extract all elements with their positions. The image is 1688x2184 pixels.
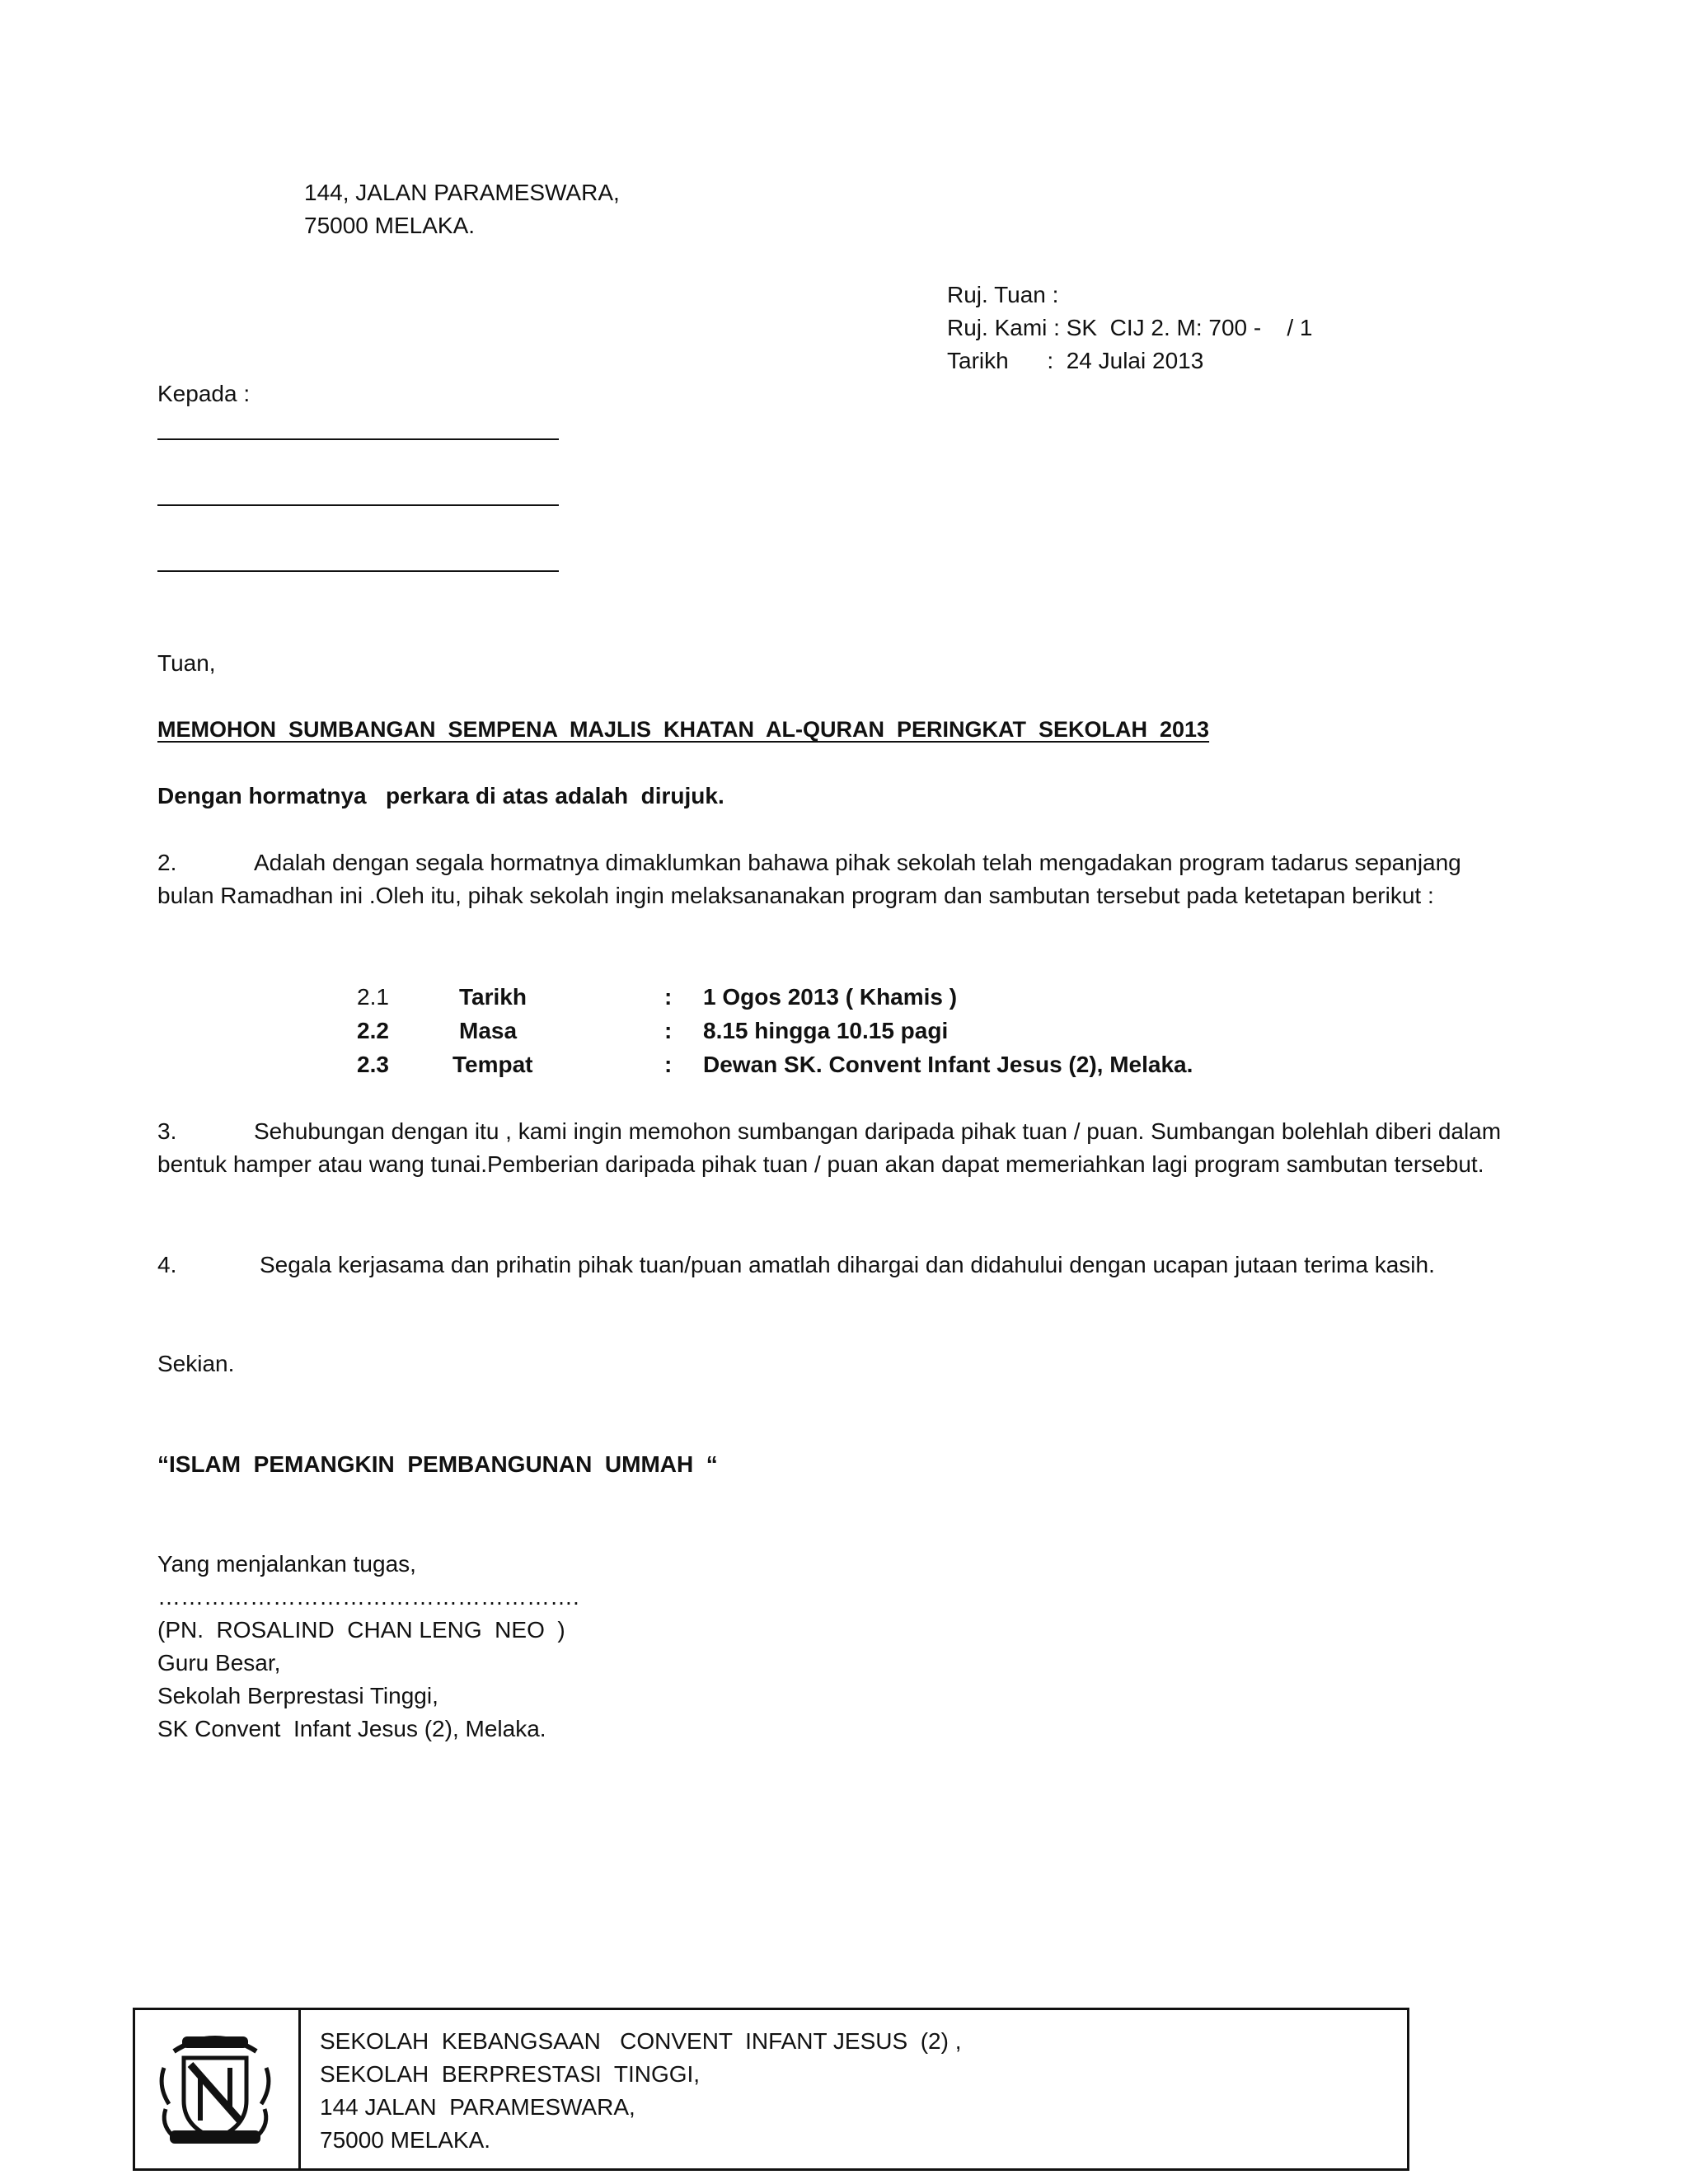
para4-text: Segala kerjasama dan prihatin pihak tuan/puan amatlah dihargai dan didahului dengan ucapan jutaan terima kasih.	[260, 1252, 1435, 1277]
detail-2-value: 8.15 hingga 10.15 pagi	[703, 1018, 949, 1043]
ref-tarikh: Tarikh : 24 Julai 2013	[947, 348, 1204, 373]
para3-text: Sehubungan dengan itu , kami ingin memohon sumbangan daripada pihak tuan / puan. Sumbangan bolehlah diberi dalam bentuk hamper atau wang tunai.Pemberian daripada pihak tuan / puan akan dapat memeriahkan lagi program sambutan tersebut.	[157, 1118, 1502, 1177]
detail-3-label: Tempat	[452, 1052, 533, 1077]
detail-1-colon: :	[664, 984, 673, 1010]
recipient-line-1	[157, 438, 559, 440]
recipient-label: Kepada :	[157, 381, 251, 406]
intro: Dengan hormatnya perkara di atas adalah dirujuk.	[157, 783, 724, 808]
signature-school-name: SK Convent Infant Jesus (2), Melaka.	[157, 1716, 546, 1741]
signature-line-1: Yang menjalankan tugas,	[157, 1551, 416, 1577]
para3-number: 3.	[157, 1118, 177, 1144]
detail-3-colon: :	[664, 1052, 673, 1077]
detail-2-colon: :	[664, 1018, 673, 1043]
sender-address-line-2: 75000 MELAKA.	[304, 213, 476, 238]
signature-dots: ……………………………………………….	[157, 1584, 579, 1610]
detail-1-label: Tarikh	[459, 984, 527, 1010]
detail-3-value: Dewan SK. Convent Infant Jesus (2), Melaka.	[703, 1052, 1193, 1077]
footer-divider	[298, 2010, 301, 2168]
detail-2-label: Masa	[459, 1018, 518, 1043]
ref-ruj-kami: Ruj. Kami : SK CIJ 2. M: 700 - / 1	[947, 315, 1313, 340]
para4-number: 4.	[157, 1252, 177, 1277]
footer-line-1: SEKOLAH KEBANGSAAN CONVENT INFANT JESUS (2) ,	[320, 2028, 962, 2054]
signature-name: (PN. ROSALIND CHAN LENG NEO )	[157, 1617, 565, 1643]
detail-1-value: 1 Ogos 2013 ( Khamis )	[703, 984, 958, 1010]
signature-school-status: Sekolah Berprestasi Tinggi,	[157, 1683, 438, 1708]
para2-text: Adalah dengan segala hormatnya dimaklumkan bahawa pihak sekolah telah mengadakan program tadarus sepanjang bulan Ramadhan ini .Oleh itu, pihak sekolah ingin melaksananakan program dan sambutan tersebut pada ketetapan berikut :	[157, 850, 1461, 908]
para2-number: 2.	[157, 850, 177, 875]
detail-2-number: 2.2	[357, 1018, 389, 1043]
recipient-line-3	[157, 570, 559, 572]
recipient-line-2	[157, 504, 559, 506]
subject: MEMOHON SUMBANGAN SEMPENA MAJLIS KHATAN AL-QURAN PERINGKAT SEKOLAH 2013	[157, 717, 1210, 742]
motto: “ISLAM PEMANGKIN PEMBANGUNAN UMMAH “	[157, 1451, 718, 1477]
sender-address-line-1: 144, JALAN PARAMESWARA,	[304, 180, 620, 205]
footer-line-4: 75000 MELAKA.	[320, 2127, 491, 2153]
detail-1-number: 2.1	[357, 984, 389, 1010]
footer-line-2: SEKOLAH BERPRESTASI TINGGI,	[320, 2061, 701, 2087]
ref-ruj-tuan: Ruj. Tuan :	[947, 282, 1059, 307]
school-crest-icon	[157, 2028, 273, 2152]
closing: Sekian.	[157, 1351, 235, 1376]
footer-letterhead-box	[133, 2008, 1409, 2171]
signature-title: Guru Besar,	[157, 1650, 281, 1675]
salutation: Tuan,	[157, 650, 216, 676]
footer-line-3: 144 JALAN PARAMESWARA,	[320, 2094, 635, 2120]
detail-3-number: 2.3	[357, 1052, 389, 1077]
